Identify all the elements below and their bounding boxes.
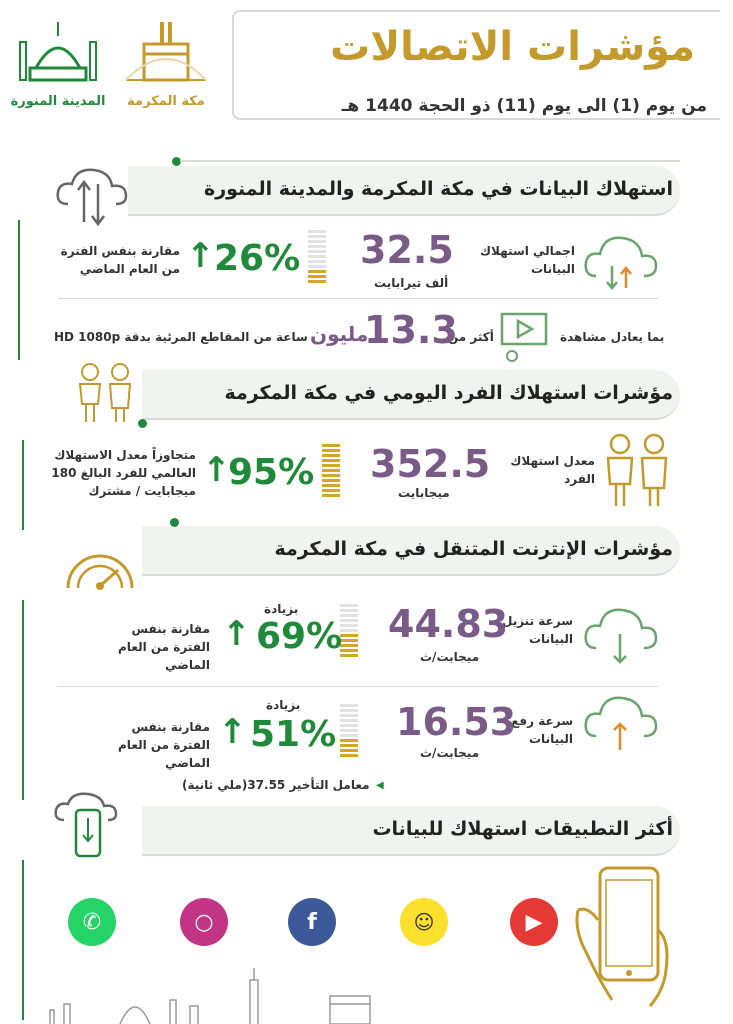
s1-value: 32.5	[360, 228, 454, 272]
speedometer-icon	[62, 540, 138, 592]
pilgrims-icon	[600, 432, 676, 510]
makkah-logo	[118, 18, 214, 116]
s2-metric-label: معدل استهلاك الفرد	[510, 454, 595, 486]
meter-segment	[340, 739, 358, 742]
meter-segment	[322, 494, 340, 497]
s3-upload-unit: ميجابت/ث	[420, 746, 480, 760]
kaaba-icon	[118, 18, 214, 88]
meter-segment	[340, 649, 358, 652]
s1-video-more: أكثر من	[448, 330, 494, 344]
s3-upload-label: سرعة رفع البيانات	[511, 714, 573, 746]
meter-segment	[322, 479, 340, 482]
timeline-line	[22, 440, 24, 530]
meter-segment	[340, 639, 358, 642]
cloud-download-icon	[582, 600, 662, 670]
s2-level-meter	[322, 444, 340, 499]
meter-segment	[308, 265, 326, 268]
s1-video-value: 13.3	[364, 308, 458, 352]
meter-segment	[340, 654, 358, 657]
arrow-up-icon: ↑	[218, 712, 247, 752]
s3-download-compare: مقارنة بنفس الفترة من العام الماضي	[118, 622, 210, 672]
meter-segment	[322, 449, 340, 452]
timeline-dot	[170, 518, 179, 527]
timeline-line	[18, 220, 20, 360]
section1-title: استهلاك البيانات في مكة المكرمة والمدينة المنورة	[203, 178, 673, 200]
meter-segment	[308, 280, 326, 283]
section4-title: أكثر التطبيقات استهلاك للبيانات	[372, 818, 673, 840]
section3-title: مؤشرات الإنترنت المتنقل في مكة المكرمة	[274, 538, 673, 560]
divider	[58, 686, 658, 687]
meter-segment	[308, 230, 326, 233]
s3-upload-compare: مقارنة بنفس الفترة من العام الماضي	[118, 720, 210, 770]
timeline-line	[22, 860, 24, 1020]
meter-segment	[340, 624, 358, 627]
meter-segment	[340, 754, 358, 757]
s1-video-million: مليون	[310, 322, 369, 346]
s3-upload-pct: 51%	[250, 714, 337, 755]
meter-segment	[308, 240, 326, 243]
meter-segment	[340, 729, 358, 732]
meter-segment	[308, 235, 326, 238]
meter-segment	[340, 724, 358, 727]
makkah-label: مكة المكرمة	[127, 94, 205, 109]
s2-value: 352.5	[370, 442, 491, 486]
meter-segment	[308, 250, 326, 253]
whatsapp-icon: ✆	[68, 898, 116, 946]
s1-compare: مقارنة بنفس الفترة من العام الماضي	[60, 244, 180, 276]
meter-segment	[322, 444, 340, 447]
meter-segment	[340, 709, 358, 712]
s3-upload-value: 16.53	[396, 700, 517, 744]
arrow-up-icon: ↑	[202, 450, 231, 490]
meter-segment	[322, 489, 340, 492]
pilgrims-icon	[72, 360, 142, 426]
meter-segment	[308, 275, 326, 278]
meter-segment	[308, 255, 326, 258]
s1-unit: ألف تيرابايت	[374, 276, 449, 290]
meter-segment	[340, 604, 358, 607]
s3-download-value: 44.83	[388, 602, 509, 646]
s3-download-meter	[340, 604, 358, 659]
meter-segment	[322, 469, 340, 472]
s3-latency: معامل التأخير 37.55(ملي ثانية)	[182, 778, 370, 792]
arrow-up-icon: ↑	[186, 236, 215, 276]
s1-video-suffix: ساعة من المقاطع المرئية بدقة HD 1080p	[54, 330, 308, 344]
timeline-connector	[180, 160, 680, 162]
cloud-upload-icon	[582, 688, 662, 758]
video-play-icon	[498, 310, 550, 364]
meter-segment	[340, 634, 358, 637]
divider	[58, 298, 658, 299]
s3-download-pct: 69%	[256, 616, 343, 657]
s3-download-label: سرعة تنزيل البيانات	[501, 614, 573, 646]
youtube-icon: ▶	[510, 898, 558, 946]
facebook-icon: f	[288, 898, 336, 946]
meter-segment	[340, 644, 358, 647]
meter-segment	[340, 714, 358, 717]
page-subtitle: من يوم (1) الى يوم (11) ذو الحجة 1440 هـ	[341, 96, 707, 116]
latency-pointer-icon: ◀	[376, 780, 384, 791]
phone-cloud-icon	[52, 790, 128, 860]
meter-segment	[322, 454, 340, 457]
s1-video-prefix: بما يعادل مشاهدة	[560, 330, 665, 344]
meter-segment	[308, 270, 326, 273]
section2-title: مؤشرات استهلاك الفرد اليومي في مكة المكرمة	[224, 382, 673, 404]
s1-level-meter	[308, 230, 326, 285]
s1-metric-label: اجمالي استهلاك البيانات	[480, 244, 575, 276]
instagram-icon: ○	[180, 898, 228, 946]
madinah-logo	[6, 18, 110, 116]
s2-compare: متجاوزاً معدل الاستهلاك العالمي للفرد البالغ 180 ميجابايت / مشترك	[51, 448, 196, 498]
skyline-illustration	[40, 960, 380, 1024]
madinah-label: المدينة المنورة	[10, 94, 106, 109]
arrow-up-icon: ↑	[222, 614, 251, 654]
meter-segment	[340, 734, 358, 737]
s3-download-unit: ميجابت/ث	[420, 650, 480, 664]
meter-segment	[340, 609, 358, 612]
meter-segment	[322, 484, 340, 487]
s1-pct: 26%	[214, 238, 301, 279]
s3-upload-meter	[340, 704, 358, 759]
meter-segment	[340, 749, 358, 752]
timeline-line	[22, 600, 24, 800]
meter-segment	[308, 260, 326, 263]
mosque-icon	[6, 18, 110, 88]
meter-segment	[322, 459, 340, 462]
meter-segment	[322, 464, 340, 467]
meter-segment	[340, 744, 358, 747]
snapchat-icon: ☺	[400, 898, 448, 946]
meter-segment	[322, 474, 340, 477]
s3-upload-increase: بزيادة	[266, 698, 301, 712]
meter-segment	[308, 245, 326, 248]
meter-segment	[340, 614, 358, 617]
cloud-transfer-icon	[50, 160, 134, 230]
meter-segment	[340, 629, 358, 632]
s3-download-increase: بزيادة	[264, 602, 299, 616]
meter-segment	[340, 719, 358, 722]
meter-segment	[340, 619, 358, 622]
page-title: مؤشرات الاتصالات	[330, 24, 695, 70]
s2-pct: 95%	[228, 452, 315, 493]
cloud-updown-icon	[582, 226, 662, 296]
s2-unit: ميجابايت	[398, 486, 450, 500]
hand-phone-icon	[570, 860, 680, 1010]
meter-segment	[340, 704, 358, 707]
